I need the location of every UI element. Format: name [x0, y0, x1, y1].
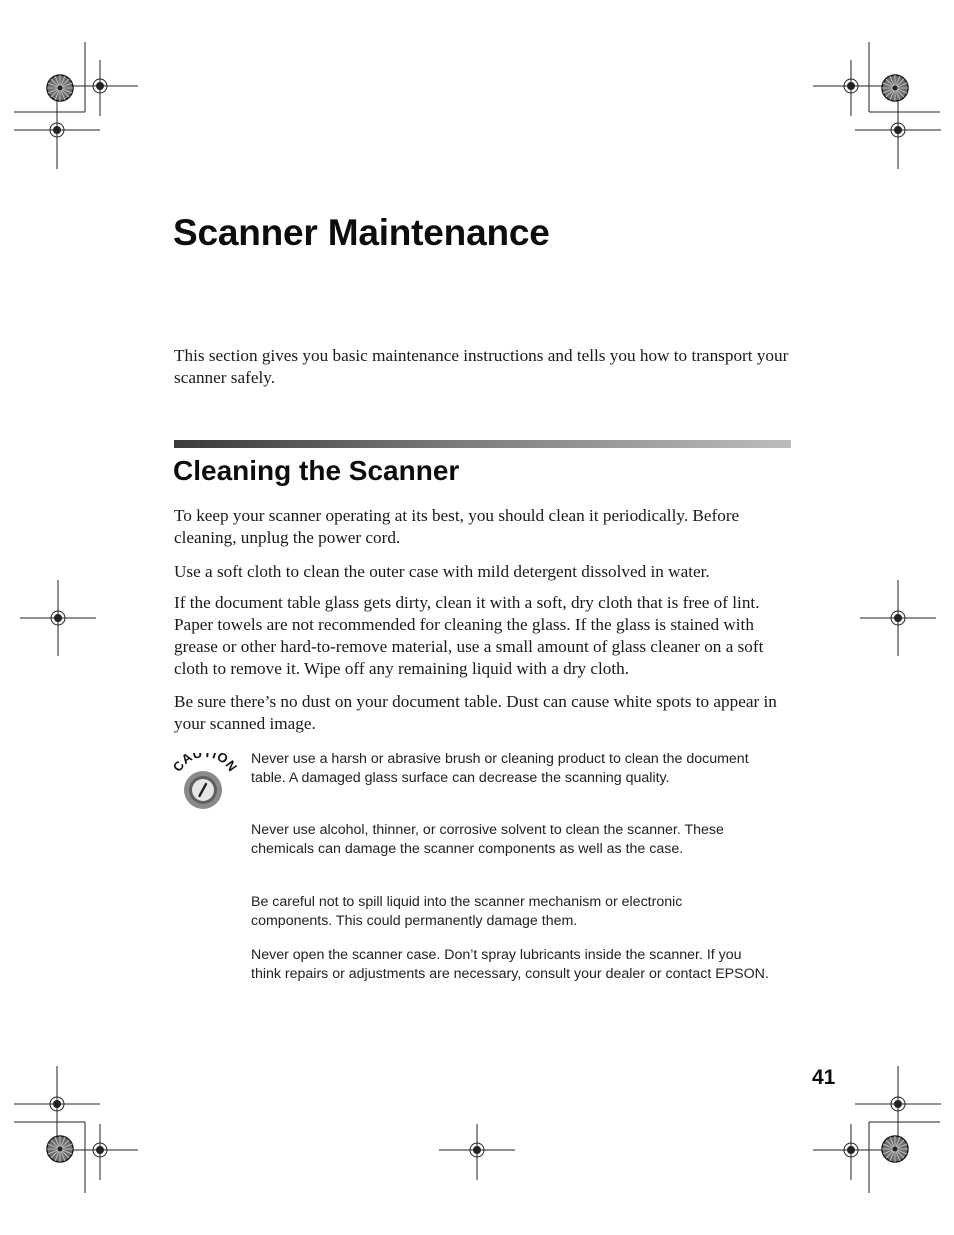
starburst-target-icon [881, 74, 909, 107]
body-paragraph-1: To keep your scanner operating at its best, you should clean it periodically. Before cleaning, unplug the power cord. [174, 506, 740, 547]
section-heading: Cleaning the Scanner [173, 455, 460, 486]
caution-label: CAU ION [170, 753, 240, 775]
body-paragraph-2: Use a soft cloth to clean the outer case with mild detergent dissolved in water. [174, 562, 710, 581]
page-number: 41 [812, 1066, 836, 1089]
body-paragraph-4: Be sure there’s no dust on your document table. Dust can cause white spots to appear in your scanned image. [174, 692, 777, 733]
crosshair-mark-icon [20, 580, 96, 661]
caution-note-1: Never use a harsh or abrasive brush or cleaning product to clean the document table. A damaged glass surface can decrease the scanning quality. [251, 751, 749, 787]
caution-note-4: Never open the scanner case. Don’t spray lubricants inside the scanner. If you think repairs or adjustments are necessary, consult your dealer or contact EPSON. [251, 947, 769, 983]
page-title: Scanner Maintenance [173, 212, 550, 253]
body-paragraph-3: If the document table glass gets dirty, clean it with a soft, dry cloth that is free of lint. Paper towels are not recommended for cleaning the glass. If the glass is stained with grease or other hard-to-remove material, use a small amount of glass cleaner on a soft cloth to remove it. Wipe off any remaining liquid with a dry cloth. [174, 593, 764, 678]
starburst-target-icon [46, 1135, 74, 1168]
intro-paragraph: This section gives you basic maintenance instructions and tells you how to transport your scanner safely. [174, 346, 789, 387]
starburst-target-icon [46, 74, 74, 107]
starburst-target-icon [881, 1135, 909, 1168]
crosshair-mark-icon [813, 1124, 889, 1185]
caution-note-3: Be careful not to spill liquid into the scanner mechanism or electronic components. This could permanently damage them. [251, 894, 683, 930]
caution-note-2: Never use alcohol, thinner, or corrosive solvent to clean the scanner. These chemicals can damage the scanner components as well as the case. [251, 822, 724, 858]
crosshair-mark-icon [439, 1124, 515, 1185]
crosshair-mark-icon [860, 580, 936, 661]
